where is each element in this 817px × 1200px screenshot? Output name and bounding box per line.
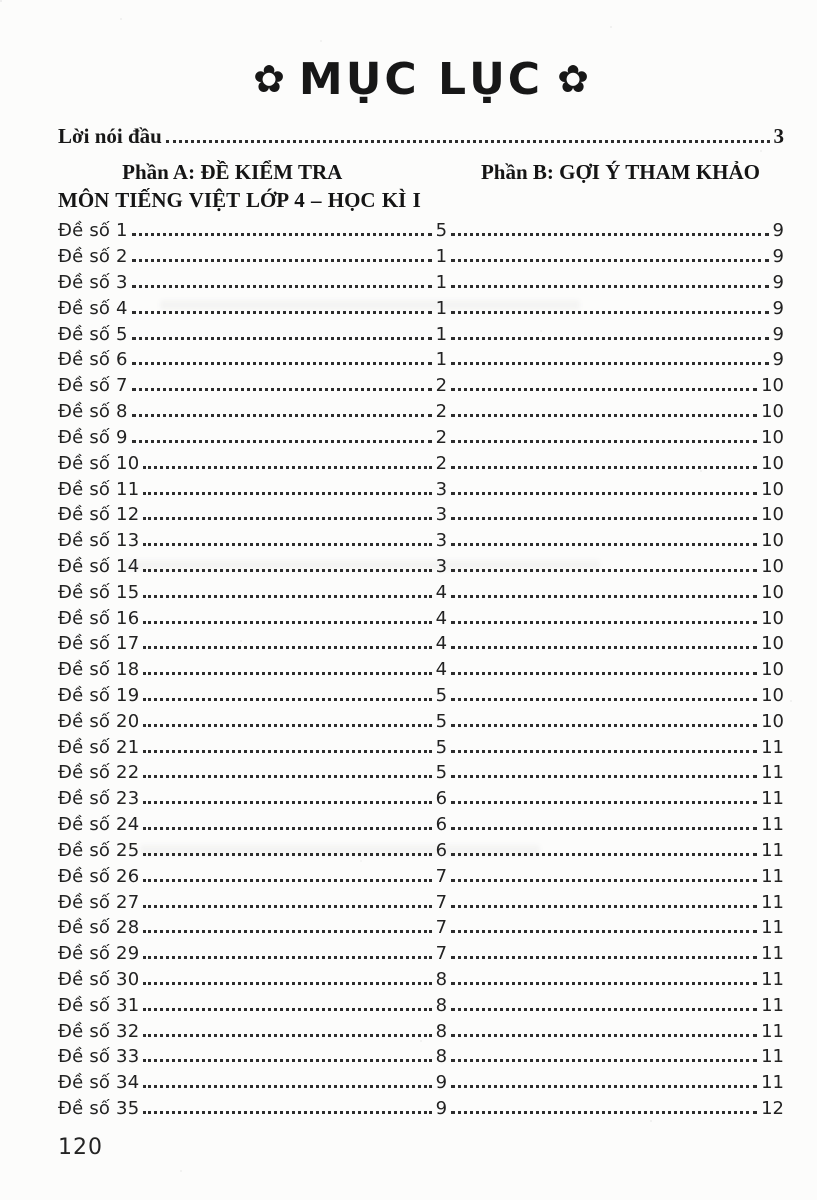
toc-row-left-half: [58, 1046, 447, 1067]
entry-label: Đề số 18: [58, 659, 140, 681]
entry-page-a: 1: [435, 323, 448, 345]
toc-row-left-half: [58, 272, 447, 293]
entry-label: Đề số 24: [58, 814, 140, 836]
dot-leader: [451, 1111, 757, 1114]
toc-row: [58, 737, 784, 763]
toc-row: [58, 814, 784, 840]
dot-leader: [143, 956, 431, 959]
toc-row: [58, 401, 784, 427]
dot-leader: [451, 517, 757, 520]
entry-page-a: 8: [435, 994, 448, 1016]
flower-icon-left: ✿: [253, 57, 285, 101]
dot-leader: [451, 724, 757, 727]
dot-leader: [451, 930, 757, 933]
dot-leader: [451, 1085, 757, 1088]
dot-leader: [451, 1034, 757, 1037]
entry-page-b: 11: [761, 943, 784, 965]
dot-leader: [451, 259, 768, 262]
entry-page-b: 11: [761, 736, 784, 758]
page-title-text: MỤC LỤC: [298, 54, 544, 105]
dot-leader: [132, 337, 432, 340]
entry-page-b: 10: [761, 659, 784, 681]
entry-page-b: 9: [772, 220, 784, 242]
entry-label: Đề số 11: [58, 478, 140, 500]
toc-list: [58, 220, 784, 1123]
entry-label: Đề số 33: [58, 1046, 140, 1068]
entry-page-b: 9: [772, 323, 784, 345]
dot-leader: [143, 543, 431, 546]
toc-row: [58, 711, 784, 737]
entry-label: Đề số 23: [58, 788, 140, 810]
entry-page-b: 10: [761, 504, 784, 526]
dot-leader: [143, 827, 431, 830]
dot-leader: [132, 362, 432, 365]
toc-row-left-half: [58, 427, 447, 448]
entry-page-b: 10: [761, 426, 784, 448]
entry-label: Đề số 1: [58, 220, 128, 242]
dot-leader: [451, 492, 757, 495]
dot-leader: [451, 956, 757, 959]
entry-label: Đề số 9: [58, 426, 128, 448]
dot-leader: [451, 672, 757, 675]
dot-leader: [451, 698, 757, 701]
entry-page-b: 11: [761, 1020, 784, 1042]
book-page-number: 120: [58, 1134, 103, 1160]
dot-leader: [132, 388, 432, 391]
toc-row-left-half: [58, 246, 447, 267]
dot-leader: [451, 362, 768, 365]
entry-page-a: 5: [435, 762, 448, 784]
entry-page-a: 7: [435, 917, 448, 939]
entry-label: Đề số 16: [58, 607, 140, 629]
section-a-heading: [58, 160, 421, 213]
entry-label: Đề số 14: [58, 555, 140, 577]
entry-page-a: 5: [435, 710, 448, 732]
dot-leader: [143, 698, 431, 701]
toc-row-left-half: [58, 917, 447, 938]
toc-row: [58, 246, 784, 272]
toc-row-left-half: [58, 1021, 447, 1042]
section-headings: [58, 160, 784, 213]
toc-row: [58, 530, 784, 556]
toc-row: [58, 1098, 784, 1124]
entry-label: Đề số 32: [58, 1020, 140, 1042]
toc-row-left-half: [58, 685, 447, 706]
toc-row: [58, 1021, 784, 1047]
toc-row: [58, 375, 784, 401]
entry-page-a: 1: [435, 349, 448, 371]
entry-page-a: 9: [435, 1072, 448, 1094]
dot-leader: [143, 672, 431, 675]
entry-page-b: 11: [761, 891, 784, 913]
toc-row: [58, 969, 784, 995]
dot-leader: [143, 492, 431, 495]
toc-row: [58, 220, 784, 246]
toc-row-left-half: [58, 866, 447, 887]
toc-row-left-half: [58, 530, 447, 551]
entry-page-a: 7: [435, 891, 448, 913]
dot-leader: [451, 621, 757, 624]
entry-page-b: 12: [761, 1098, 784, 1120]
entry-label: Đề số 22: [58, 762, 140, 784]
entry-label: Đề số 26: [58, 865, 140, 887]
toc-row: [58, 479, 784, 505]
toc-row-left-half: [58, 1072, 447, 1093]
entry-page-a: 4: [435, 607, 448, 629]
entry-label: Đề số 6: [58, 349, 128, 371]
dot-leader: [132, 440, 432, 443]
toc-row: [58, 788, 784, 814]
dot-leader: [451, 440, 757, 443]
entry-page-a: 8: [435, 1020, 448, 1042]
dot-leader: [143, 466, 431, 469]
dot-leader: [143, 1085, 431, 1088]
entry-label: Đề số 21: [58, 736, 140, 758]
dot-leader: [451, 801, 757, 804]
dot-leader: [132, 414, 432, 417]
entry-page-b: 11: [761, 1072, 784, 1094]
toc-row: [58, 659, 784, 685]
entry-page-a: 2: [435, 401, 448, 423]
entry-label: Đề số 29: [58, 943, 140, 965]
entry-page-a: 4: [435, 633, 448, 655]
toc-row: [58, 272, 784, 298]
dot-leader: [143, 517, 431, 520]
dot-leader: [143, 1008, 431, 1011]
entry-page-a: 6: [435, 839, 448, 861]
entry-page-b: 10: [761, 685, 784, 707]
entry-page-a: 8: [435, 1046, 448, 1068]
entry-page-b: 9: [772, 246, 784, 268]
entry-page-a: 3: [435, 478, 448, 500]
toc-row-left-half: [58, 762, 447, 783]
entry-page-a: 5: [435, 736, 448, 758]
toc-row-left-half: [58, 324, 447, 345]
entry-page-a: 3: [435, 530, 448, 552]
entry-label: Đề số 2: [58, 246, 128, 268]
toc-row-left-half: [58, 969, 447, 990]
entry-label: Đề số 28: [58, 917, 140, 939]
entry-page-b: 11: [761, 1046, 784, 1068]
entry-page-b: 10: [761, 581, 784, 603]
toc-row: [58, 427, 784, 453]
toc-row-left-half: [58, 582, 447, 603]
entry-label: Đề số 25: [58, 839, 140, 861]
entry-page-a: 1: [435, 272, 448, 294]
dot-leader: [451, 1059, 757, 1062]
entry-page-a: 3: [435, 504, 448, 526]
dot-leader: [451, 879, 757, 882]
toc-row: [58, 762, 784, 788]
dot-leader: [143, 879, 431, 882]
entry-label: Đề số 4: [58, 297, 128, 319]
toc-row-left-half: [58, 633, 447, 654]
entry-page-a: 7: [435, 943, 448, 965]
entry-page-b: 10: [761, 607, 784, 629]
toc-row-left-half: [58, 220, 447, 241]
dot-leader: [451, 337, 768, 340]
toc-row: [58, 685, 784, 711]
dot-leader: [451, 388, 757, 391]
dot-leader: [451, 414, 757, 417]
entry-page-b: 10: [761, 401, 784, 423]
toc-row: [58, 995, 784, 1021]
dot-leader: [143, 750, 431, 753]
entry-page-a: 6: [435, 788, 448, 810]
toc-row: [58, 1046, 784, 1072]
entry-label: Đề số 3: [58, 272, 128, 294]
entry-page-b: 11: [761, 865, 784, 887]
toc-row: [58, 917, 784, 943]
dot-leader: [451, 827, 757, 830]
dot-leader: [143, 905, 431, 908]
dot-leader: [143, 1059, 431, 1062]
toc-row-left-half: [58, 659, 447, 680]
toc-row-left-half: [58, 401, 447, 422]
scan-ghost-artifact: [160, 300, 580, 310]
dot-leader: [451, 466, 757, 469]
dot-leader: [143, 1034, 431, 1037]
entry-page-a: 1: [435, 246, 448, 268]
dot-leader: [451, 646, 757, 649]
dot-leader: [143, 646, 431, 649]
dot-leader: [451, 311, 768, 314]
entry-page-a: 2: [435, 375, 448, 397]
entry-page-a: 4: [435, 659, 448, 681]
entry-label: Đề số 7: [58, 375, 128, 397]
entry-label: Đề số 34: [58, 1072, 140, 1094]
entry-page-b: 9: [772, 349, 784, 371]
entry-label: Đề số 15: [58, 581, 140, 603]
dot-leader: [143, 801, 431, 804]
preface-label: Lời nói đầu: [58, 124, 162, 149]
entry-label: Đề số 13: [58, 530, 140, 552]
entry-label: Đề số 17: [58, 633, 140, 655]
toc-row: [58, 633, 784, 659]
toc-row-left-half: [58, 737, 447, 758]
toc-row-left-half: [58, 788, 447, 809]
dot-leader: [166, 140, 770, 143]
toc-row: [58, 349, 784, 375]
dot-leader: [132, 285, 432, 288]
entry-label: Đề số 30: [58, 968, 140, 990]
entry-page-a: 7: [435, 865, 448, 887]
entry-page-b: 11: [761, 968, 784, 990]
section-a-line1: Phần A: ĐỀ KIỂM TRA: [122, 160, 343, 185]
entry-label: Đề số 20: [58, 710, 140, 732]
dot-leader: [143, 1111, 431, 1114]
dot-leader: [132, 311, 432, 314]
entry-page-a: 8: [435, 968, 448, 990]
entry-page-b: 11: [761, 814, 784, 836]
toc-row-left-half: [58, 995, 447, 1016]
dot-leader: [451, 905, 757, 908]
dot-leader: [143, 621, 431, 624]
entry-page-b: 10: [761, 478, 784, 500]
dot-leader: [451, 233, 768, 236]
dot-leader: [143, 595, 431, 598]
entry-page-b: 11: [761, 994, 784, 1016]
entry-page-b: 10: [761, 710, 784, 732]
entry-label: Đề số 10: [58, 452, 140, 474]
entry-page-a: 6: [435, 814, 448, 836]
entry-label: Đề số 19: [58, 685, 140, 707]
dot-leader: [451, 1008, 757, 1011]
entry-label: Đề số 31: [58, 994, 140, 1016]
entry-page-a: 3: [435, 555, 448, 577]
entry-page-a: 1: [435, 297, 448, 319]
entry-label: Đề số 12: [58, 504, 140, 526]
entry-page-b: 9: [772, 297, 784, 319]
entry-page-a: 5: [435, 220, 448, 242]
entry-page-b: 11: [761, 839, 784, 861]
entry-page-b: 10: [761, 633, 784, 655]
toc-row-left-half: [58, 608, 447, 629]
toc-row: [58, 892, 784, 918]
entry-page-b: 10: [761, 375, 784, 397]
toc-row: [58, 943, 784, 969]
preface-entry: [58, 124, 784, 149]
entry-label: Đề số 8: [58, 401, 128, 423]
section-b-heading: Phần B: GỢI Ý THAM KHẢO: [480, 160, 760, 185]
dot-leader: [451, 982, 757, 985]
entry-page-a: 2: [435, 452, 448, 474]
toc-row-left-half: [58, 1098, 447, 1119]
entry-page-a: 9: [435, 1098, 448, 1120]
entry-page-a: 4: [435, 581, 448, 603]
toc-row-left-half: [58, 504, 447, 525]
toc-row-left-half: [58, 943, 447, 964]
dot-leader: [143, 982, 431, 985]
entry-page-b: 10: [761, 452, 784, 474]
toc-row-left-half: [58, 892, 447, 913]
toc-row: [58, 453, 784, 479]
entry-page-b: 11: [761, 762, 784, 784]
toc-row: [58, 582, 784, 608]
toc-row: [58, 324, 784, 350]
entry-page-b: 11: [761, 788, 784, 810]
dot-leader: [143, 930, 431, 933]
dot-leader: [451, 285, 768, 288]
scan-speckles: [0, 0, 2, 2]
toc-row-left-half: [58, 479, 447, 500]
toc-row-left-half: [58, 375, 447, 396]
entry-page-a: 5: [435, 685, 448, 707]
entry-label: Đề số 27: [58, 891, 140, 913]
toc-row-left-half: [58, 711, 447, 732]
toc-row: [58, 608, 784, 634]
scan-ghost-artifact: [120, 560, 600, 570]
entry-page-b: 9: [772, 272, 784, 294]
flower-icon-right: ✿: [557, 57, 589, 101]
scan-ghost-artifact: [140, 845, 540, 855]
entry-label: Đề số 35: [58, 1098, 140, 1120]
entry-page-b: 10: [761, 555, 784, 577]
entry-page-a: 2: [435, 426, 448, 448]
dot-leader: [451, 543, 757, 546]
dot-leader: [132, 233, 432, 236]
page-title: [58, 56, 784, 104]
toc-row: [58, 504, 784, 530]
entry-page-b: 11: [761, 917, 784, 939]
section-a-line2: MÔN TIẾNG VIỆT LỚP 4 – HỌC KÌ I: [58, 188, 421, 213]
dot-leader: [132, 259, 432, 262]
dot-leader: [451, 775, 757, 778]
entry-label: Đề số 5: [58, 323, 128, 345]
toc-row: [58, 866, 784, 892]
toc-row-left-half: [58, 453, 447, 474]
toc-row-left-half: [58, 814, 447, 835]
toc-row-left-half: [58, 349, 447, 370]
dot-leader: [451, 750, 757, 753]
dot-leader: [143, 724, 431, 727]
dot-leader: [143, 775, 431, 778]
dot-leader: [451, 595, 757, 598]
preface-page-number: 3: [773, 124, 784, 149]
entry-page-b: 10: [761, 530, 784, 552]
toc-row: [58, 1072, 784, 1098]
